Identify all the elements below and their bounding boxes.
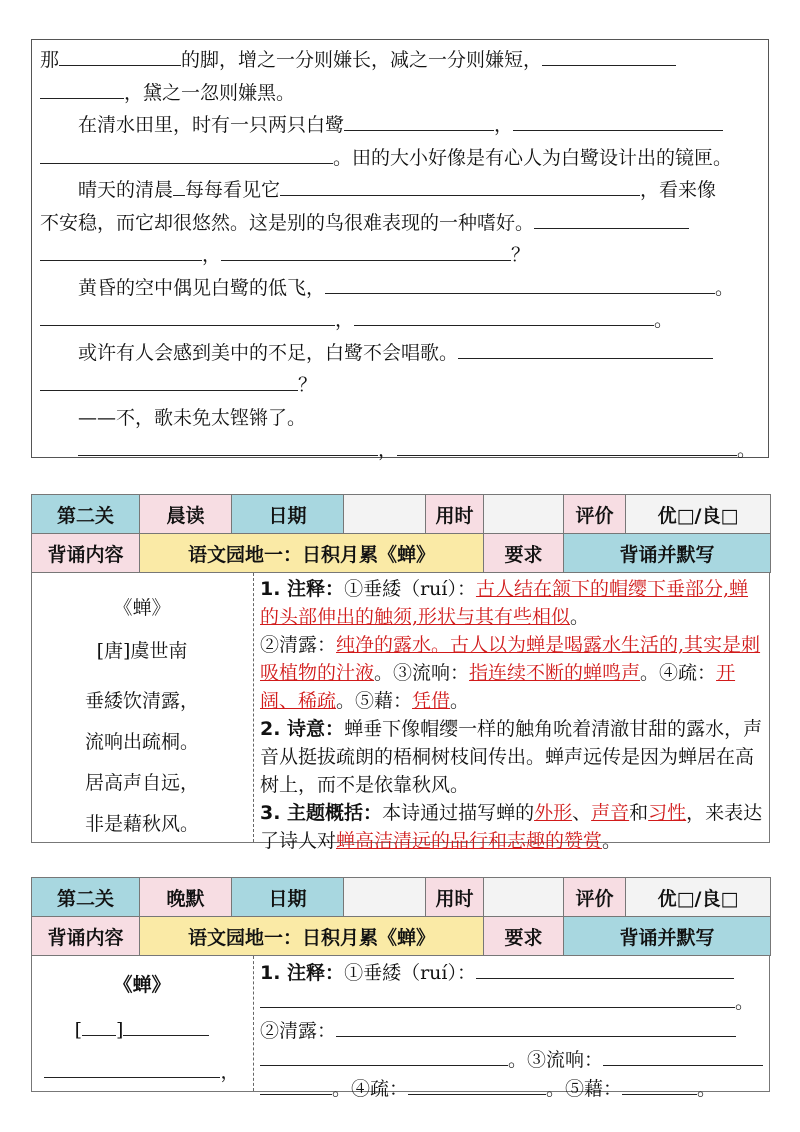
answer-blank[interactable] <box>476 958 734 979</box>
text: ？ <box>511 244 531 266</box>
text: ①垂緌（ruí）： <box>344 962 476 984</box>
poem-column <box>32 573 252 842</box>
content-value: 语文园地一：日积月累《蝉》 <box>140 534 484 573</box>
requirement-label: 要求 <box>484 917 564 956</box>
text: 本诗通过描写蝉的 <box>382 802 535 824</box>
answer-text: 外形 <box>534 802 573 824</box>
eval-value[interactable]: 优□/良□ <box>626 495 771 534</box>
answer-blank[interactable] <box>260 1045 508 1066</box>
text: 。⑤藉： <box>546 1078 623 1100</box>
column-divider <box>253 573 254 842</box>
answer-blank[interactable] <box>622 1074 697 1095</box>
time-label: 用时 <box>426 878 484 917</box>
answer-blank[interactable] <box>603 1045 763 1066</box>
poem-lines <box>32 681 252 845</box>
answer-blank[interactable] <box>123 1015 209 1036</box>
notes-column <box>260 958 763 1103</box>
answer-blank[interactable] <box>173 175 185 196</box>
answer-blank[interactable] <box>336 1016 736 1037</box>
content-label: 背诵内容 <box>32 534 140 573</box>
text: ， <box>335 309 355 331</box>
text: ②清露： <box>260 1020 337 1042</box>
answer-blank[interactable] <box>534 208 689 229</box>
answer-blank[interactable] <box>542 45 676 66</box>
morning-header-table <box>31 494 771 573</box>
poem-meaning: 蝉垂下像帽缨一样的触角吮着清澈甘甜的露水，声音从挺拔疏朗的梧桐树枝间传出。蝉声远传是因为蝉居在高树上，而不是依靠秋风。 <box>260 718 763 796</box>
text: 黄昏的空中偶见白鹭的低飞， <box>78 276 326 299</box>
answer-blank[interactable] <box>260 1074 332 1095</box>
stage-label: 第二关 <box>32 878 140 917</box>
poem-title: 《蝉》 <box>113 597 171 619</box>
answer-text: 蝉高洁清远的品行和志趣的赞赏 <box>336 830 603 852</box>
note-heading: 1. 注释： <box>260 962 345 984</box>
answer-blank[interactable] <box>354 305 654 326</box>
answer-blank[interactable] <box>221 240 511 261</box>
text: ] <box>116 1019 124 1041</box>
poem-line: 流响出疏桐。 <box>84 731 199 753</box>
answer-blank[interactable] <box>40 240 202 261</box>
answer-blank[interactable] <box>40 370 298 391</box>
text: 。 <box>602 830 622 852</box>
answer-text: 声音 <box>591 802 630 824</box>
text: 、 <box>572 802 592 824</box>
text: [ <box>74 1019 82 1041</box>
answer-text: 凭借 <box>412 690 451 712</box>
text: 和 <box>629 802 649 824</box>
text: 的脚，增之一分则嫌长，减之一分则嫌短， <box>181 49 543 71</box>
text: ， <box>494 114 514 136</box>
text: 。 <box>450 690 470 712</box>
answer-blank[interactable] <box>44 1057 220 1078</box>
text: ， <box>220 1061 240 1083</box>
poem-author: [唐]虞世南 <box>96 640 188 662</box>
text: 或许有人会感到美中的不足，白鹭不会唱歌。 <box>78 341 459 364</box>
note-heading: 2. 诗意： <box>260 718 345 740</box>
evening-body <box>31 956 770 1100</box>
text: 每每看见它 <box>185 179 281 201</box>
answer-blank[interactable] <box>458 338 713 359</box>
answer-blank[interactable] <box>78 435 378 456</box>
answer-blank[interactable] <box>82 1015 116 1036</box>
eval-label: 评价 <box>564 878 626 917</box>
text: 。③流响： <box>508 1049 604 1071</box>
text: ①垂緌（ruí）： <box>344 578 476 600</box>
text: ， <box>378 439 398 461</box>
note-heading: 1. 注释： <box>260 578 345 600</box>
session-label: 晚默 <box>140 878 232 917</box>
date-field[interactable] <box>344 878 426 917</box>
text: 。 <box>570 606 590 628</box>
answer-text: 纯净的露水。古人以为蝉是喝露水生活的,其实是刺吸植物的汁液 <box>260 634 761 684</box>
text: 不安稳，而它却很悠然。这是别的鸟很难表现的一种嗜好。 <box>40 211 535 234</box>
text: 在清水田里，时有一只两只白鹭 <box>78 114 345 136</box>
text: ，来表达了诗人对 <box>260 802 763 852</box>
text: 。③流响： <box>374 662 470 684</box>
text: 。 <box>737 439 757 461</box>
text: ，看来像 <box>640 179 717 201</box>
poem-line-blank <box>32 1057 252 1084</box>
content-label: 背诵内容 <box>32 917 140 956</box>
poem-line: 居高声自远， <box>84 772 199 794</box>
poem-column <box>32 956 252 1091</box>
eval-label: 评价 <box>564 495 626 534</box>
text: 晴天的清晨 <box>78 179 174 201</box>
text: 。田的大小好像是有心人为白鹭设计出的镜匣。 <box>333 146 733 169</box>
text: 。⑤藉： <box>336 690 413 712</box>
text: ？ <box>298 374 318 396</box>
column-divider <box>253 956 254 1091</box>
note-heading: 3. 主题概括： <box>260 802 383 824</box>
answer-blank[interactable] <box>40 143 333 164</box>
answer-blank[interactable] <box>397 435 737 456</box>
text: 。 <box>654 309 674 331</box>
time-field[interactable] <box>484 878 564 917</box>
date-label: 日期 <box>232 495 344 534</box>
time-label: 用时 <box>426 495 484 534</box>
answer-blank[interactable] <box>325 273 715 294</box>
evening-header-table <box>31 877 771 956</box>
session-label: 晨读 <box>140 495 232 534</box>
eval-value[interactable]: 优□/良□ <box>626 878 771 917</box>
requirement-value: 背诵并默写 <box>564 534 771 573</box>
answer-blank[interactable] <box>40 78 124 99</box>
text: 。 <box>697 1078 717 1100</box>
text: 那 <box>40 49 60 71</box>
text: 。④疏： <box>640 662 717 684</box>
requirement-value: 背诵并默写 <box>564 917 771 956</box>
cloze-passage <box>31 39 769 461</box>
morning-body <box>31 573 770 852</box>
poem-line: 非是藉秋风。 <box>84 813 199 835</box>
answer-text: 开阔、稀疏 <box>260 662 736 712</box>
text: ②清露： <box>260 634 337 656</box>
answer-blank[interactable] <box>280 175 640 196</box>
date-field[interactable] <box>344 495 426 534</box>
answer-blank[interactable] <box>59 45 181 66</box>
stage-label: 第二关 <box>32 495 140 534</box>
answer-blank[interactable] <box>513 110 723 131</box>
requirement-label: 要求 <box>484 534 564 573</box>
answer-text: 习性 <box>648 802 687 824</box>
text: ——不，歌未免太铿锵了。 <box>78 406 307 429</box>
text: 。④疏： <box>332 1078 409 1100</box>
content-value: 语文园地一：日积月累《蝉》 <box>140 917 484 956</box>
poem-line: 垂緌饮清露， <box>84 690 199 712</box>
text: ， <box>202 244 222 266</box>
time-field[interactable] <box>484 495 564 534</box>
answer-blank[interactable] <box>344 110 494 131</box>
notes-column <box>260 575 763 855</box>
answer-blank[interactable] <box>40 305 335 326</box>
text: ，黛之一忽则嫌黑。 <box>124 81 296 104</box>
date-label: 日期 <box>232 878 344 917</box>
poem-title: 《蝉》 <box>113 974 171 996</box>
text: 。 <box>715 276 735 299</box>
text: 。 <box>735 991 755 1013</box>
answer-blank[interactable] <box>408 1074 546 1095</box>
answer-text: 古人结在颔下的帽缨下垂部分,蝉的头部伸出的触须,形状与其有些相似 <box>260 578 749 628</box>
author-line <box>32 1015 252 1041</box>
answer-text: 指连续不断的蝉鸣声 <box>469 662 641 684</box>
answer-blank[interactable] <box>260 987 735 1008</box>
